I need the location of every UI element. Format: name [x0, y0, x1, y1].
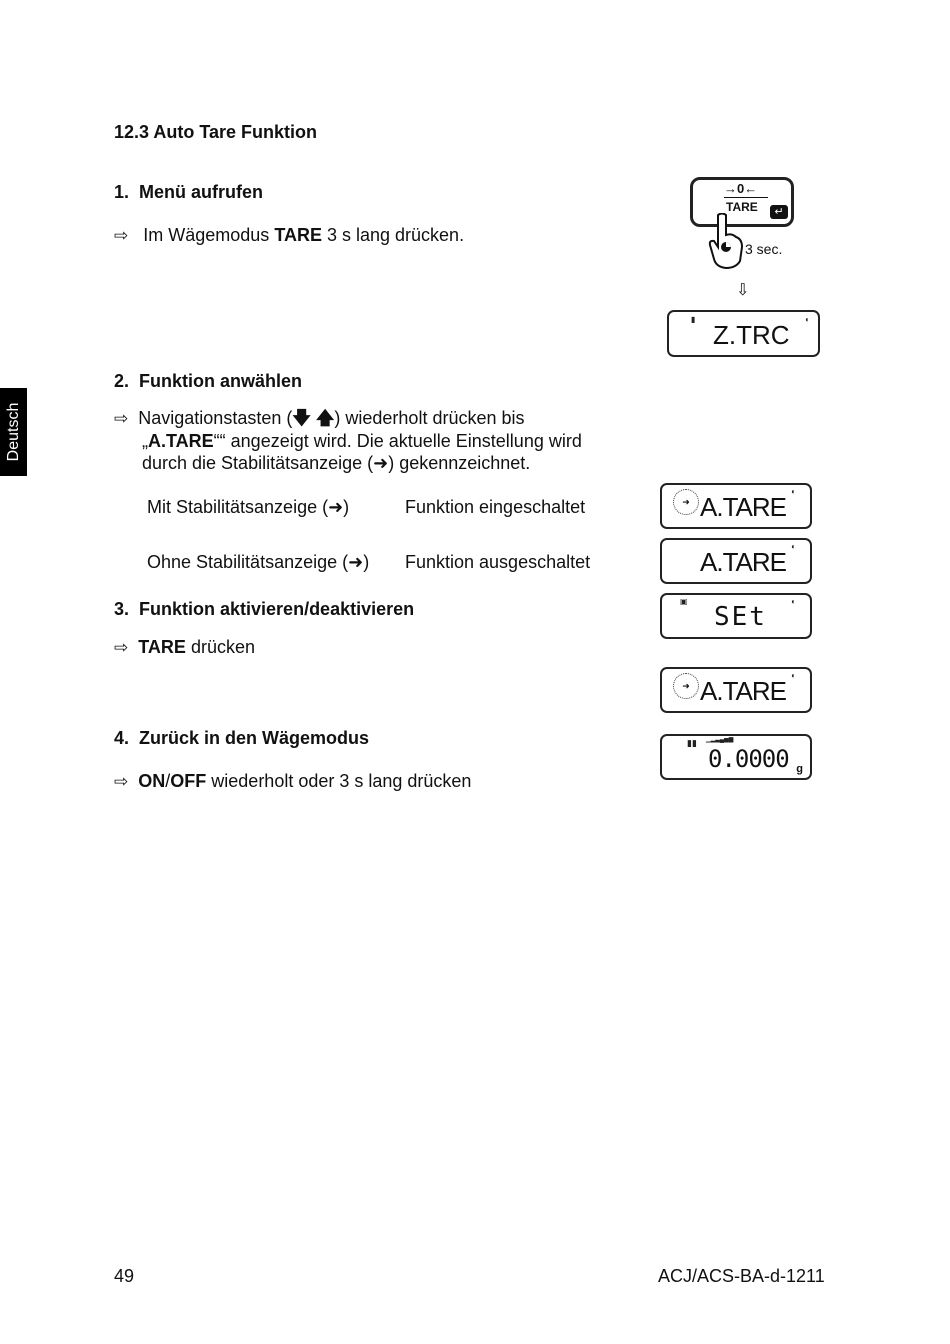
stability-mark: ▮▮ [687, 738, 697, 748]
indicator-mark: ◐ [791, 487, 796, 496]
display-set [660, 593, 812, 639]
down-arrow-icon: ⇩ [736, 282, 750, 299]
step-1-number: 1. [114, 182, 130, 202]
option-on-label: Mit Stabilitätsanzeige (➜) [147, 497, 350, 517]
step-3-number: 3. [114, 599, 130, 619]
hollow-arrow-icon: ⇨ [114, 638, 129, 657]
instruction-text: ““ angezeigt wird. Die aktuelle Einstellung wird [213, 431, 582, 451]
setup-mark: ▣ [680, 597, 688, 606]
weight-value: 0.0000 [708, 745, 789, 773]
display-atare-on [660, 483, 812, 529]
range-bar: ▁▂▃▄▅▆ [706, 737, 734, 743]
tare-key-label: TARE [726, 200, 758, 214]
display-text: A.TARE [700, 547, 786, 577]
step-3-heading [114, 599, 414, 620]
step-2-instruction [114, 407, 634, 474]
instruction-text: „ [142, 431, 148, 451]
step-3-title: Funktion aktivieren/deaktivieren [139, 599, 415, 619]
step-2-title: Funktion anwählen [139, 371, 303, 391]
on-key-name: ON [138, 771, 166, 791]
unit-label: g [796, 763, 803, 775]
display-ztrc [667, 310, 820, 357]
option-on-value: Funktion eingeschaltet [405, 497, 586, 517]
tare-key-illustration [688, 175, 798, 270]
hollow-arrow-icon: ⇨ [114, 772, 129, 791]
indicator-mark: ◐ [805, 315, 810, 324]
display-text: Z.TRC [713, 320, 790, 350]
language-tab [0, 388, 27, 476]
zero-label: →0← [724, 181, 758, 196]
display-atare-off [660, 538, 812, 584]
atare-name: A.TARE [148, 431, 214, 451]
key-divider [724, 197, 768, 198]
document-id: ACJ/ACS-BA-d-1211 [658, 1266, 825, 1286]
option-off-value: Funktion ausgeschaltet [405, 552, 591, 572]
section-heading: 12.3 Auto Tare Funktion [114, 122, 318, 142]
step-1-title: Menü aufrufen [139, 182, 264, 202]
language-tab-label: Deutsch [4, 402, 22, 462]
hollow-arrow-icon: ⇨ [114, 409, 129, 428]
page-number: 49 [114, 1266, 135, 1286]
hold-time-label: 3 sec. [745, 241, 783, 257]
display-text: SEt [714, 602, 767, 632]
display-text: A.TARE [700, 676, 786, 706]
off-key-name: OFF [170, 771, 207, 791]
instruction-text: wiederholt oder 3 s lang drücken [206, 771, 472, 791]
step-4-number: 4. [114, 728, 130, 748]
enter-icon: ↵ [770, 205, 788, 219]
step-4-instruction [114, 770, 471, 793]
nav-down-icon: 🡇 [292, 408, 311, 428]
stability-mark: ▮ [691, 315, 696, 324]
separator: / [165, 771, 171, 791]
nav-up-icon: 🡅 [315, 408, 335, 428]
hollow-arrow-icon: ⇨ [114, 226, 129, 245]
indicator-mark: ◐ [791, 542, 796, 551]
stability-indicator-icon: ➜ [673, 489, 699, 515]
display-text: A.TARE [700, 492, 786, 522]
step-2-heading [114, 371, 302, 392]
instruction-text: Im Wägemodus [143, 225, 275, 245]
instruction-text: Navigationstasten ( [138, 408, 293, 428]
instruction-text: 3 s lang drücken. [321, 225, 465, 245]
tare-key-name: TARE [274, 225, 322, 245]
step-1-instruction [114, 224, 464, 247]
step-2-number: 2. [114, 371, 130, 391]
finger-icon [706, 213, 746, 269]
step-1-heading [114, 182, 263, 203]
step-4-heading [114, 728, 369, 749]
instruction-text: durch die Stabilitätsanzeige (➜) gekennzeichnet. [142, 453, 531, 473]
display-atare-result [660, 667, 812, 713]
indicator-mark: ◐ [791, 671, 796, 680]
tare-key-name: TARE [138, 637, 186, 657]
option-off-label: Ohne Stabilitätsanzeige (➜) [147, 552, 370, 572]
step-4-title: Zurück in den Wägemodus [139, 728, 370, 748]
indicator-mark: ◐ [791, 597, 796, 606]
step-3-instruction [114, 636, 255, 659]
stability-indicator-icon: ➜ [673, 673, 699, 699]
instruction-text: ) wiederholt drücken bis [334, 408, 525, 428]
instruction-text: drücken [185, 637, 255, 657]
display-weight [660, 734, 812, 780]
